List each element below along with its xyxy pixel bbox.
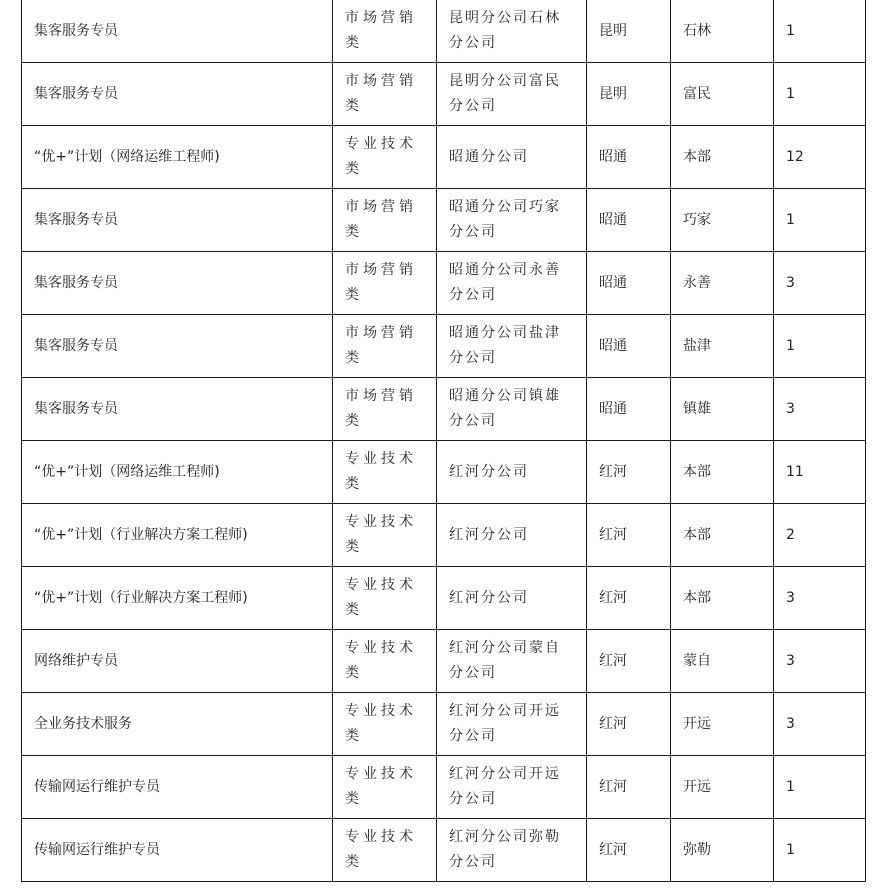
cell-count-text: 1 [786, 841, 795, 858]
cell-location [671, 693, 774, 756]
cell-unit [437, 630, 587, 693]
cell-unit-text: 昆明分公司富民分公司 [449, 73, 561, 114]
cell-unit-text: 昭通分公司 [449, 148, 529, 165]
cell-unit-text: 昭通分公司镇雄分公司 [449, 388, 561, 429]
cell-unit-text: 红河分公司弥勒分公司 [449, 829, 561, 870]
cell-unit [437, 567, 587, 630]
cell-city-text: 昆明 [599, 22, 627, 39]
cell-category-text: 专业技术类 [345, 766, 417, 807]
cell-city-text: 昆明 [599, 85, 627, 102]
cell-unit [437, 126, 587, 189]
cell-category [333, 378, 437, 441]
table-row [22, 63, 866, 126]
table-row [22, 693, 866, 756]
cell-unit-text: 昭通分公司盐津分公司 [449, 325, 561, 366]
cell-location [671, 441, 774, 504]
cell-count-text: 3 [786, 589, 795, 606]
cell-location [671, 189, 774, 252]
cell-category-text: 市场营销类 [345, 262, 417, 303]
cell-city-text: 昭通 [599, 274, 627, 291]
cell-category-text: 市场营销类 [345, 73, 417, 114]
cell-location-text: 本部 [683, 526, 711, 543]
table-row [22, 189, 866, 252]
cell-position-text: “优+”计划（网络运维工程师) [34, 463, 220, 480]
cell-unit-text: 红河分公司蒙自分公司 [449, 640, 561, 681]
cell-count [774, 630, 866, 693]
cell-location-text: 石林 [683, 22, 711, 39]
cell-count [774, 567, 866, 630]
cell-category [333, 504, 437, 567]
cell-position-text: 网络维护专员 [34, 652, 118, 669]
cell-location-text: 开远 [683, 715, 711, 732]
cell-city-text: 昭通 [599, 337, 627, 354]
cell-count [774, 252, 866, 315]
recruitment-table-container [21, 0, 866, 882]
cell-count [774, 756, 866, 819]
cell-location [671, 126, 774, 189]
cell-count-text: 3 [786, 715, 795, 732]
cell-unit [437, 315, 587, 378]
cell-unit-text: 红河分公司 [449, 589, 529, 606]
cell-position-text: “优+”计划（行业解决方案工程师) [34, 589, 248, 606]
cell-location [671, 252, 774, 315]
table-row [22, 567, 866, 630]
cell-unit [437, 504, 587, 567]
cell-count [774, 504, 866, 567]
cell-position [22, 756, 333, 819]
cell-category-text: 市场营销类 [345, 388, 417, 429]
cell-count [774, 693, 866, 756]
cell-category-text: 专业技术类 [345, 577, 417, 618]
cell-position [22, 378, 333, 441]
cell-category-text: 专业技术类 [345, 640, 417, 681]
cell-location-text: 本部 [683, 463, 711, 480]
cell-category-text: 专业技术类 [345, 829, 417, 870]
cell-count-text: 1 [786, 85, 795, 102]
cell-unit [437, 441, 587, 504]
cell-city [587, 441, 671, 504]
cell-unit-text: 红河分公司 [449, 526, 529, 543]
cell-position [22, 567, 333, 630]
cell-position-text: 集客服务专员 [34, 337, 118, 354]
cell-unit-text: 昭通分公司永善分公司 [449, 262, 561, 303]
table-row [22, 441, 866, 504]
cell-category-text: 市场营销类 [345, 199, 417, 240]
cell-unit [437, 819, 587, 882]
cell-count [774, 126, 866, 189]
cell-location [671, 0, 774, 63]
cell-city-text: 昭通 [599, 148, 627, 165]
table-row [22, 126, 866, 189]
cell-category [333, 189, 437, 252]
cell-city [587, 567, 671, 630]
cell-city [587, 630, 671, 693]
cell-category [333, 756, 437, 819]
cell-city-text: 红河 [599, 778, 627, 795]
cell-position [22, 504, 333, 567]
cell-position-text: 全业务技术服务 [34, 715, 132, 732]
cell-count [774, 378, 866, 441]
cell-unit [437, 0, 587, 63]
cell-position [22, 252, 333, 315]
cell-location [671, 630, 774, 693]
cell-category-text: 专业技术类 [345, 136, 417, 177]
cell-category [333, 252, 437, 315]
table-row [22, 315, 866, 378]
cell-position [22, 189, 333, 252]
table-body [22, 0, 866, 882]
cell-count [774, 315, 866, 378]
cell-city-text: 红河 [599, 589, 627, 606]
cell-unit-text: 红河分公司开远分公司 [449, 703, 561, 744]
cell-city [587, 189, 671, 252]
cell-position-text: 集客服务专员 [34, 85, 118, 102]
cell-position-text: “优+”计划（行业解决方案工程师) [34, 526, 248, 543]
cell-count [774, 819, 866, 882]
cell-count [774, 189, 866, 252]
cell-location-text: 弥勒 [683, 841, 711, 858]
cell-count-text: 1 [786, 778, 795, 795]
cell-city [587, 315, 671, 378]
table-row [22, 0, 866, 63]
cell-city-text: 红河 [599, 715, 627, 732]
cell-position [22, 819, 333, 882]
cell-position-text: 集客服务专员 [34, 22, 118, 39]
cell-category [333, 0, 437, 63]
cell-position-text: 集客服务专员 [34, 211, 118, 228]
cell-count-text: 12 [786, 148, 804, 165]
table-row [22, 819, 866, 882]
cell-city [587, 63, 671, 126]
cell-category [333, 630, 437, 693]
cell-location-text: 蒙自 [683, 652, 711, 669]
cell-category [333, 819, 437, 882]
cell-location [671, 63, 774, 126]
cell-location [671, 315, 774, 378]
cell-location-text: 富民 [683, 85, 711, 102]
cell-city [587, 0, 671, 63]
cell-category [333, 693, 437, 756]
cell-position-text: 传输网运行维护专员 [34, 778, 160, 795]
cell-category [333, 63, 437, 126]
cell-location-text: 盐津 [683, 337, 711, 354]
cell-category-text: 专业技术类 [345, 703, 417, 744]
cell-location [671, 756, 774, 819]
cell-category [333, 126, 437, 189]
cell-location-text: 开远 [683, 778, 711, 795]
cell-unit-text: 红河分公司开远分公司 [449, 766, 561, 807]
cell-unit-text: 红河分公司 [449, 463, 529, 480]
cell-unit-text: 昆明分公司石林分公司 [449, 10, 561, 51]
cell-unit [437, 693, 587, 756]
cell-city-text: 红河 [599, 652, 627, 669]
cell-unit [437, 378, 587, 441]
cell-count [774, 0, 866, 63]
cell-count-text: 3 [786, 652, 795, 669]
cell-location-text: 本部 [683, 589, 711, 606]
table-row [22, 630, 866, 693]
cell-category-text: 专业技术类 [345, 514, 417, 555]
cell-position [22, 126, 333, 189]
cell-unit [437, 756, 587, 819]
cell-position [22, 0, 333, 63]
cell-location [671, 378, 774, 441]
cell-count-text: 2 [786, 526, 795, 543]
cell-city [587, 504, 671, 567]
cell-position-text: 集客服务专员 [34, 274, 118, 291]
cell-count-text: 1 [786, 22, 795, 39]
cell-city [587, 693, 671, 756]
cell-position-text: 传输网运行维护专员 [34, 841, 160, 858]
table-row [22, 378, 866, 441]
cell-city [587, 756, 671, 819]
cell-location-text: 镇雄 [683, 400, 711, 417]
cell-unit [437, 189, 587, 252]
cell-count-text: 3 [786, 400, 795, 417]
cell-category-text: 市场营销类 [345, 325, 417, 366]
cell-city-text: 昭通 [599, 400, 627, 417]
table-row [22, 504, 866, 567]
cell-city-text: 红河 [599, 463, 627, 480]
cell-count-text: 3 [786, 274, 795, 291]
cell-location-text: 巧家 [683, 211, 711, 228]
cell-category [333, 567, 437, 630]
cell-category-text: 市场营销类 [345, 10, 417, 51]
cell-city [587, 252, 671, 315]
cell-location [671, 567, 774, 630]
cell-position [22, 630, 333, 693]
cell-city-text: 昭通 [599, 211, 627, 228]
cell-city [587, 819, 671, 882]
cell-location [671, 819, 774, 882]
cell-position-text: “优+”计划（网络运维工程师) [34, 148, 220, 165]
cell-position [22, 441, 333, 504]
cell-position [22, 63, 333, 126]
cell-location [671, 504, 774, 567]
cell-unit [437, 252, 587, 315]
cell-city-text: 红河 [599, 841, 627, 858]
cell-unit [437, 63, 587, 126]
cell-category-text: 专业技术类 [345, 451, 417, 492]
table-row [22, 252, 866, 315]
cell-position-text: 集客服务专员 [34, 400, 118, 417]
cell-city-text: 红河 [599, 526, 627, 543]
cell-count-text: 11 [786, 463, 804, 480]
cell-category [333, 315, 437, 378]
cell-count-text: 1 [786, 337, 795, 354]
recruitment-table [21, 0, 866, 882]
cell-position [22, 315, 333, 378]
cell-location-text: 本部 [683, 148, 711, 165]
cell-location-text: 永善 [683, 274, 711, 291]
cell-unit-text: 昭通分公司巧家分公司 [449, 199, 561, 240]
cell-count-text: 1 [786, 211, 795, 228]
cell-count [774, 63, 866, 126]
cell-city [587, 378, 671, 441]
cell-category [333, 441, 437, 504]
table-row [22, 756, 866, 819]
cell-city [587, 126, 671, 189]
cell-count [774, 441, 866, 504]
cell-position [22, 693, 333, 756]
